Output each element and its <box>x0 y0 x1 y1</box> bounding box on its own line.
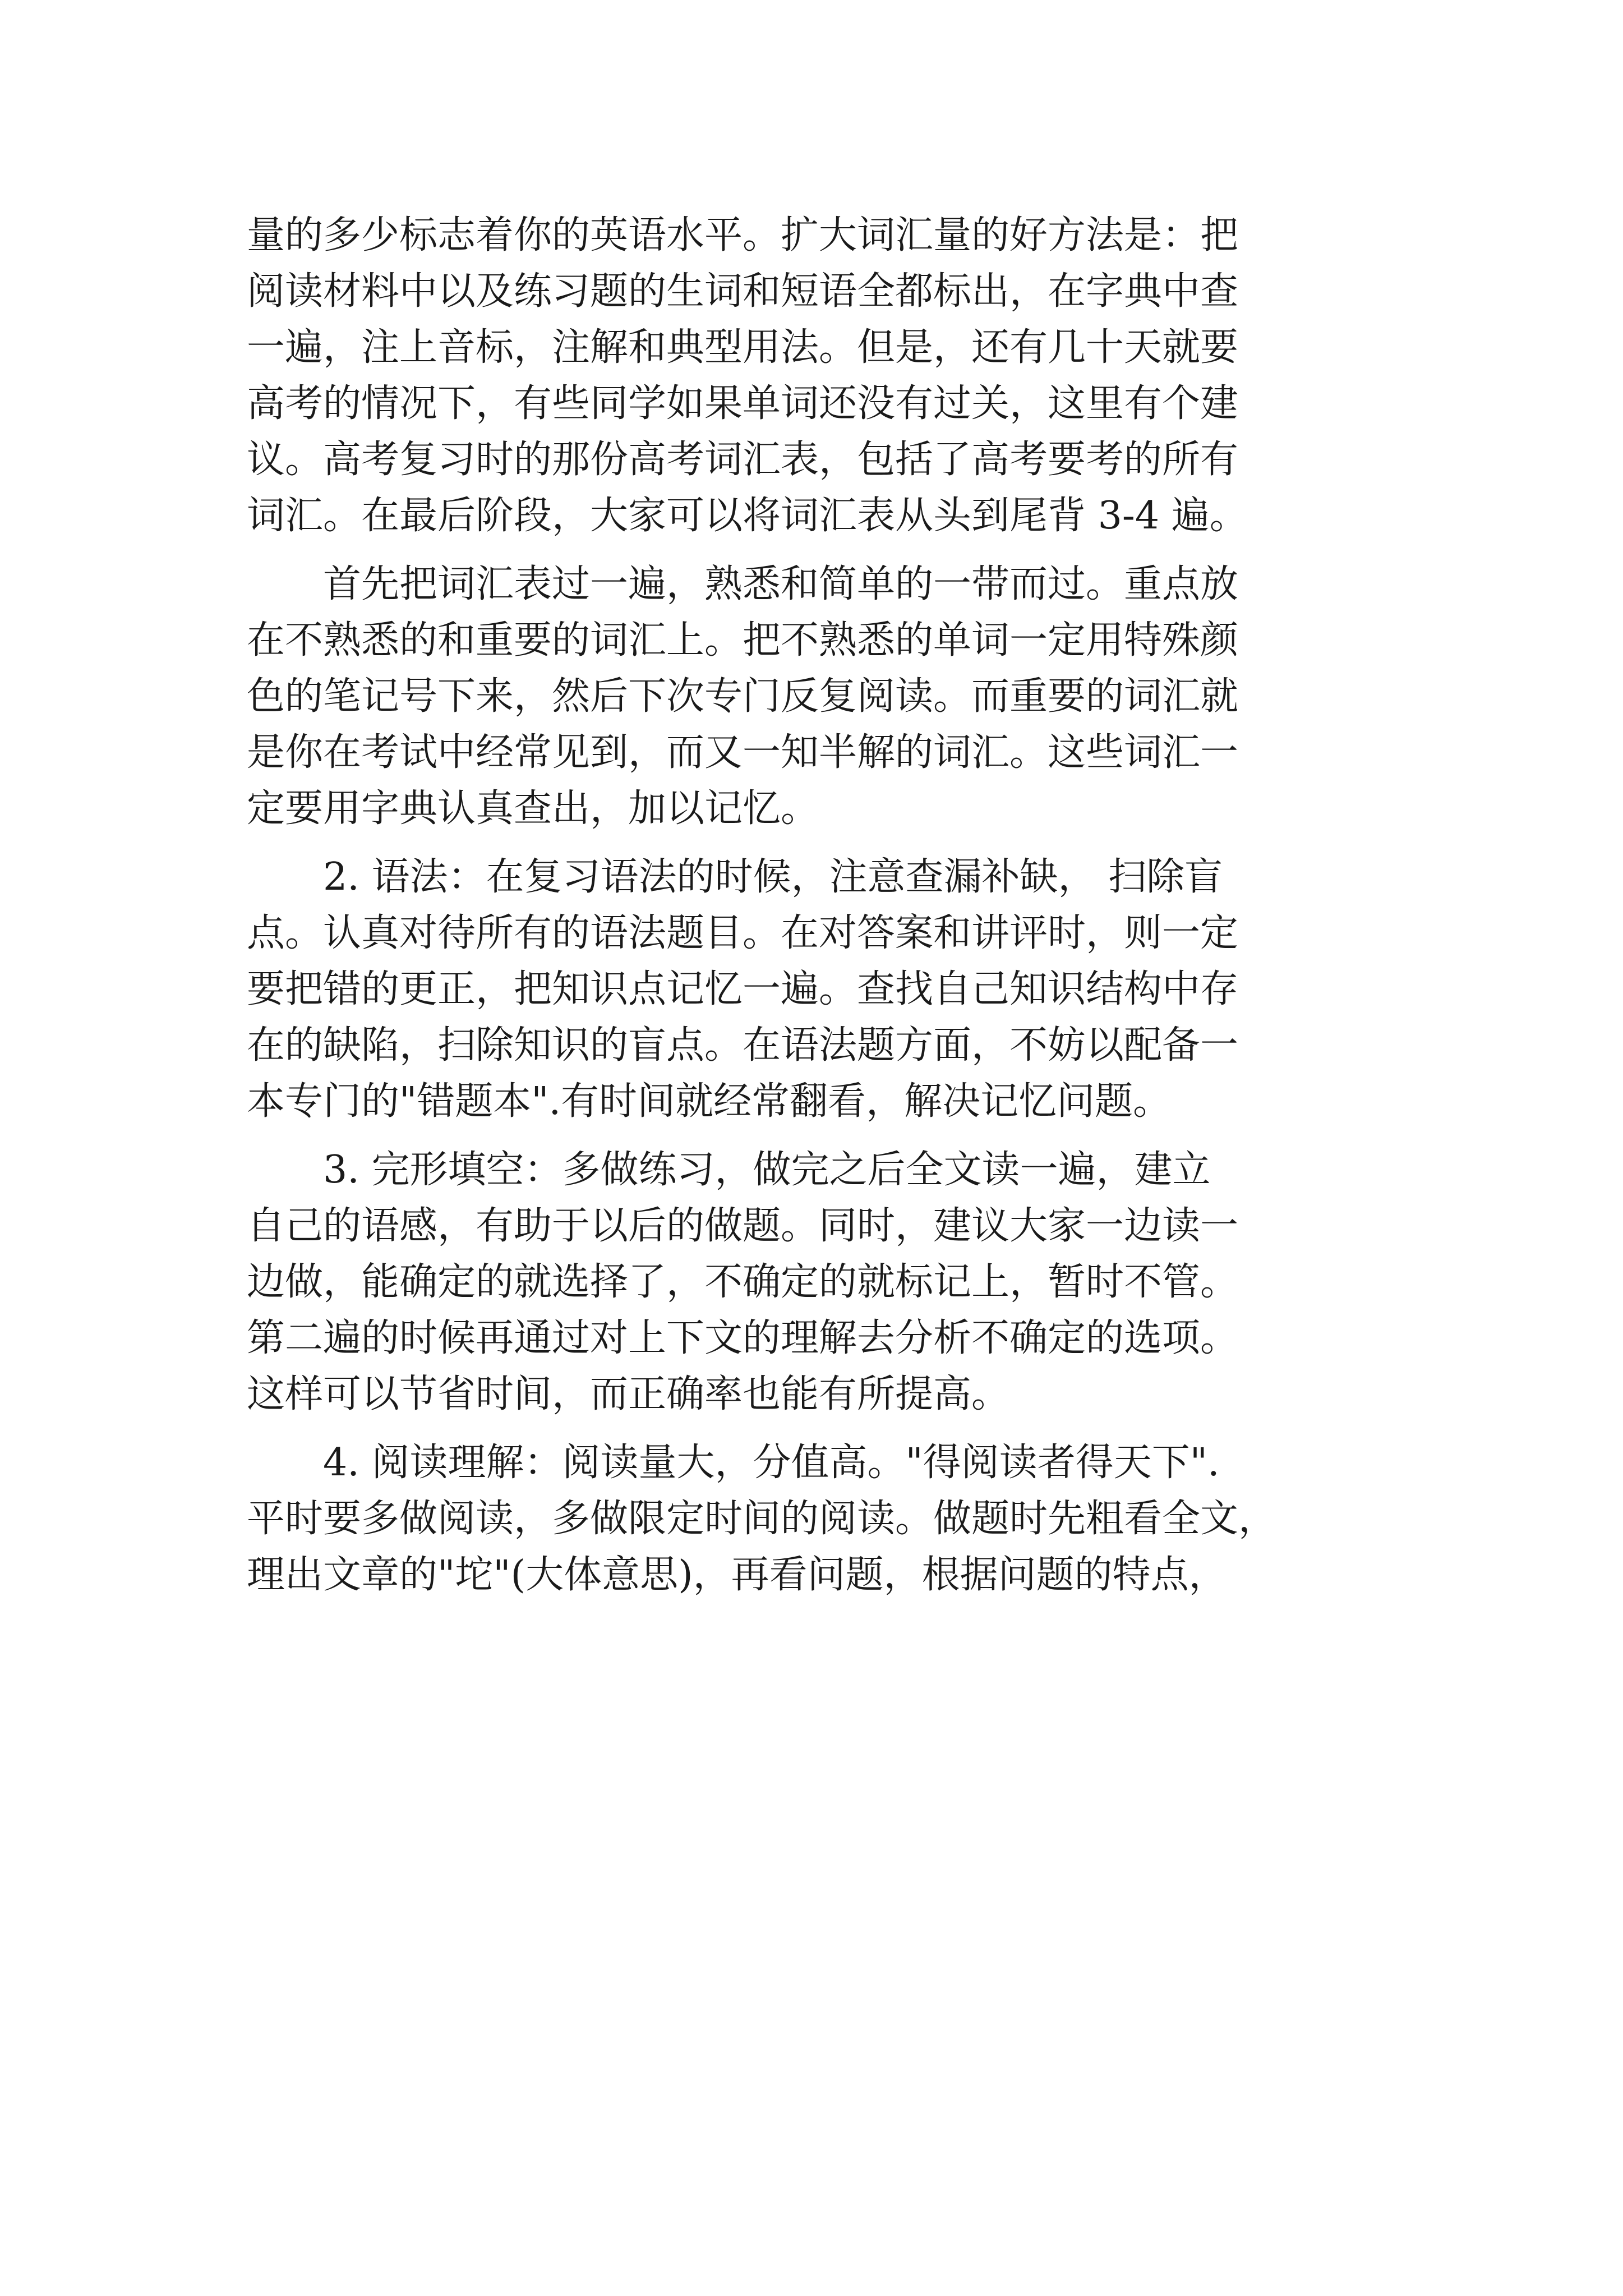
text-line: 这样可以节省时间，而正确率也能有所提高。 <box>247 1372 1010 1416</box>
text-line: 第二遍的时候再通过对上下文的理解去分析不确定的选项。 <box>247 1316 1239 1360</box>
text-line: 是你在考试中经常见到，而又一知半解的词汇。这些词汇一 <box>247 730 1239 775</box>
text-line: 高考的情况下，有些同学如果单词还没有过关，这里有个建 <box>247 381 1239 426</box>
text-line: 点。认真对待所有的语法题目。在对答案和讲评时，则一定 <box>247 911 1239 955</box>
text-line: 本专门的"错题本".有时间就经常翻看，解决记忆问题。 <box>247 1079 1172 1124</box>
text-line: 词汇。在最后阶段，大家可以将词汇表从头到尾背 3-4 遍。 <box>247 494 1248 538</box>
text-line: 在的缺陷，扫除知识的盲点。在语法题方面，不妨以配备一 <box>247 1023 1239 1068</box>
text-line: 定要用字典认真查出，加以记忆。 <box>247 786 819 831</box>
text-line: 边做，能确定的就选择了，不确定的就标记上，暂时不管。 <box>247 1260 1239 1304</box>
text-line: 一遍，注上音标，注解和典型用法。但是，还有几十天就要 <box>247 325 1239 370</box>
text-line: 平时要多做阅读，多做限定时间的阅读。做题时先粗看全文， <box>247 1497 1277 1541</box>
paragraph-first-line: 首先把词汇表过一遍，熟悉和简单的一带而过。重点放 <box>323 562 1239 606</box>
text-line: 量的多少标志着你的英语水平。扩大词汇量的好方法是：把 <box>247 213 1239 257</box>
text-line: 理出文章的"坨"(大体意思)，再看问题，根据问题的特点， <box>247 1553 1227 1597</box>
text-line: 阅读材料中以及练习题的生词和短语全都标出，在字典中查 <box>247 269 1239 314</box>
text-line: 在不熟悉的和重要的词汇上。把不熟悉的单词一定用特殊颜 <box>247 618 1239 662</box>
body-text <box>247 208 1391 1603</box>
text-line: 议。高考复习时的那份高考词汇表，包括了高考要考的所有 <box>247 438 1239 482</box>
text-line: 自己的语感，有助于以后的做题。同时，建议大家一边读一 <box>247 1204 1239 1248</box>
text-line: 色的笔记号下来，然后下次专门反复阅读。而重要的词汇就 <box>247 674 1239 719</box>
paragraph-first-line: 4. 阅读理解：阅读量大，分值高。"得阅读者得天下". <box>323 1441 1220 1485</box>
text-line: 要把错的更正，把知识点记忆一遍。查找自己知识结构中存 <box>247 967 1239 1011</box>
paragraph-first-line: 2. 语法：在复习语法的时候，注意查漏补缺， 扫除盲 <box>323 855 1223 899</box>
paragraph-first-line: 3. 完形填空：多做练习，做完之后全文读一遍，建立 <box>323 1148 1211 1192</box>
